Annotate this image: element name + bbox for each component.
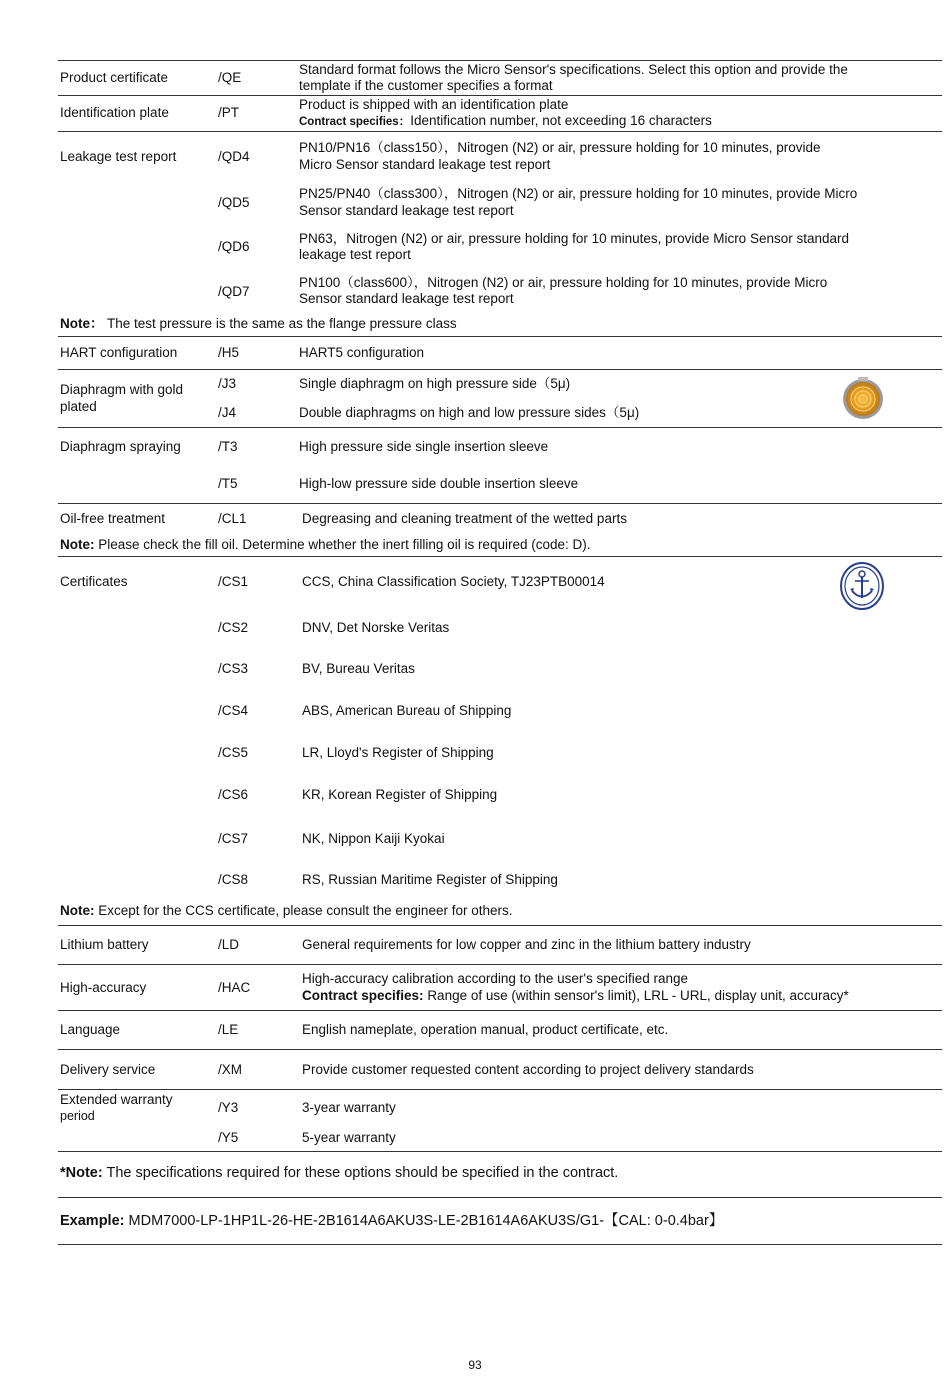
note xyxy=(60,537,591,553)
rule xyxy=(58,336,942,337)
note-text: The test pressure is the same as the flange pressure class xyxy=(107,316,457,331)
option-desc: Degreasing and cleaning treatment of the wetted parts xyxy=(302,511,627,526)
note-label: Note： xyxy=(60,316,104,331)
option-code: /H5 xyxy=(218,345,240,360)
rule xyxy=(58,1010,942,1011)
item-label: HART configuration xyxy=(60,345,178,360)
option-desc: template if the customer specifies a format xyxy=(299,78,553,93)
example-text: MDM7000-LP-1HP1L-26-HE-2B1614A6AKU3S-LE-2B1614A6AKU3S/G1-【CAL: 0-0.4bar】 xyxy=(128,1213,724,1229)
option-code: /CS7 xyxy=(218,831,249,846)
contract-spec xyxy=(299,113,712,130)
option-desc: PN63，Nitrogen (N2) or air, pressure holding for 10 minutes, provide Micro Sensor standard xyxy=(299,231,850,246)
option-desc: LR, Lloyd's Register of Shipping xyxy=(302,745,494,760)
note-label: Note: xyxy=(60,903,95,918)
item-label: Diaphragm spraying xyxy=(60,439,181,454)
rule xyxy=(58,1049,942,1050)
option-desc: BV, Bureau Veritas xyxy=(302,661,415,676)
option-code: /CL1 xyxy=(218,511,247,526)
option-code: /QE xyxy=(218,70,242,85)
option-code: /T5 xyxy=(218,476,238,491)
option-desc: KR, Korean Register of Shipping xyxy=(302,787,498,802)
option-code: /QD5 xyxy=(218,195,250,210)
option-desc: leakage test report xyxy=(299,247,411,262)
option-desc: DNV, Det Norske Veritas xyxy=(302,620,450,635)
item-label: Identification plate xyxy=(60,105,169,120)
rule xyxy=(58,964,942,965)
note-label: Note: xyxy=(60,537,95,552)
rule xyxy=(58,925,942,926)
rule xyxy=(58,1089,942,1090)
option-code: /J4 xyxy=(218,405,237,420)
footer-note-text: The specifications required for these options should be specified in the contract. xyxy=(106,1165,619,1181)
option-code: /Y3 xyxy=(218,1100,239,1115)
contract-spec-label: Contract specifies： xyxy=(299,116,411,128)
item-label: Language xyxy=(60,1022,121,1037)
option-code: /QD4 xyxy=(218,149,250,164)
option-code: /CS4 xyxy=(218,703,249,718)
option-code: /J3 xyxy=(218,376,237,391)
note xyxy=(60,903,512,919)
option-code: /CS2 xyxy=(218,620,249,635)
note-text: Except for the CCS certificate, please consult the engineer for others. xyxy=(98,903,513,918)
item-label: Lithium battery xyxy=(60,937,149,952)
ccs-seal-icon xyxy=(840,562,884,610)
option-code: /LD xyxy=(218,937,240,952)
rule xyxy=(58,369,942,370)
option-desc: High pressure side single insertion sleeve xyxy=(299,439,549,454)
option-desc: Product is shipped with an identification plate xyxy=(299,97,569,112)
option-desc: 5-year warranty xyxy=(302,1130,396,1145)
option-code: /CS3 xyxy=(218,661,249,676)
rule xyxy=(58,1197,942,1198)
contract-spec xyxy=(302,988,849,1004)
rule xyxy=(58,131,942,132)
option-desc: Sensor standard leakage test report xyxy=(299,291,514,306)
rule xyxy=(58,503,942,504)
item-label: Diaphragm with gold xyxy=(60,382,184,397)
option-code: /PT xyxy=(218,105,240,120)
option-code: /CS1 xyxy=(218,574,249,589)
note xyxy=(60,316,457,332)
rule xyxy=(58,1244,942,1245)
option-code: /Y5 xyxy=(218,1130,239,1145)
contract-spec-text: Identification number, not exceeding 16 characters xyxy=(410,113,712,128)
item-label: Leakage test report xyxy=(60,149,177,164)
option-code: /T3 xyxy=(218,439,238,454)
item-label: Certificates xyxy=(60,574,128,589)
rule xyxy=(58,60,942,61)
spec-table xyxy=(58,0,942,1383)
example-label: Example: xyxy=(60,1213,125,1229)
example-line xyxy=(60,1213,723,1229)
item-label: High-accuracy xyxy=(60,980,147,995)
footer-note-label: *Note: xyxy=(60,1165,103,1181)
option-desc: General requirements for low copper and zinc in the lithium battery industry xyxy=(302,937,751,952)
option-desc: Provide customer requested content according to project delivery standards xyxy=(302,1062,754,1077)
rule xyxy=(58,1151,942,1152)
rule xyxy=(58,95,942,96)
option-desc: HART5 configuration xyxy=(299,345,425,360)
rule xyxy=(58,556,942,557)
note-text: Please check the fill oil. Determine whether the inert filling oil is required (code: D). xyxy=(98,537,591,552)
option-desc: 3-year warranty xyxy=(302,1100,396,1115)
option-desc: PN10/PN16（class150），Nitrogen (N2) or air, pressure holding for 10 minutes, provide xyxy=(299,140,821,155)
option-code: /HAC xyxy=(218,980,251,995)
option-desc: ABS, American Bureau of Shipping xyxy=(302,703,512,718)
option-desc: Standard format follows the Micro Sensor's specifications. Select this option and provide the xyxy=(299,62,848,77)
item-label: Oil-free treatment xyxy=(60,511,166,526)
option-code: /QD7 xyxy=(218,284,250,299)
rule xyxy=(58,427,942,428)
option-code: /XM xyxy=(218,1062,243,1077)
option-desc: Single diaphragm on high pressure side（5μ) xyxy=(299,376,571,391)
contract-spec-text: Range of use (within sensor's limit), LRL - URL, display unit, accuracy* xyxy=(427,988,849,1003)
option-code: /CS6 xyxy=(218,787,249,802)
page-number: 93 xyxy=(468,1358,482,1372)
option-desc: Sensor standard leakage test report xyxy=(299,203,514,218)
contract-spec-label: Contract specifies: xyxy=(302,988,424,1003)
item-label: Extended warranty xyxy=(60,1092,173,1107)
item-label: period xyxy=(60,1109,95,1123)
option-desc: High-accuracy calibration according to the user's specified range xyxy=(302,971,689,986)
item-label: plated xyxy=(60,399,97,414)
item-label: Delivery service xyxy=(60,1062,156,1077)
option-code: /CS8 xyxy=(218,872,249,887)
option-desc: Double diaphragms on high and low pressure sides（5μ) xyxy=(299,405,640,420)
option-desc: NK, Nippon Kaiji Kyokai xyxy=(302,831,445,846)
option-desc: English nameplate, operation manual, product certificate, etc. xyxy=(302,1022,669,1037)
footer-note xyxy=(60,1165,618,1181)
option-code: /CS5 xyxy=(218,745,249,760)
option-desc: High-low pressure side double insertion sleeve xyxy=(299,476,579,491)
option-code: /LE xyxy=(218,1022,239,1037)
option-desc: Micro Sensor standard leakage test report xyxy=(299,157,551,172)
option-desc: CCS, China Classification Society, TJ23PTB00014 xyxy=(302,574,605,589)
option-code: /QD6 xyxy=(218,239,250,254)
gold-diaphragm-icon xyxy=(841,376,885,420)
option-desc: PN25/PN40（class300），Nitrogen (N2) or air, pressure holding for 10 minutes, provide Micro xyxy=(299,186,858,201)
option-desc: PN100（class600），Nitrogen (N2) or air, pressure holding for 10 minutes, provide Micro xyxy=(299,275,828,290)
item-label: Product certificate xyxy=(60,70,169,85)
option-desc: RS, Russian Maritime Register of Shipping xyxy=(302,872,558,887)
